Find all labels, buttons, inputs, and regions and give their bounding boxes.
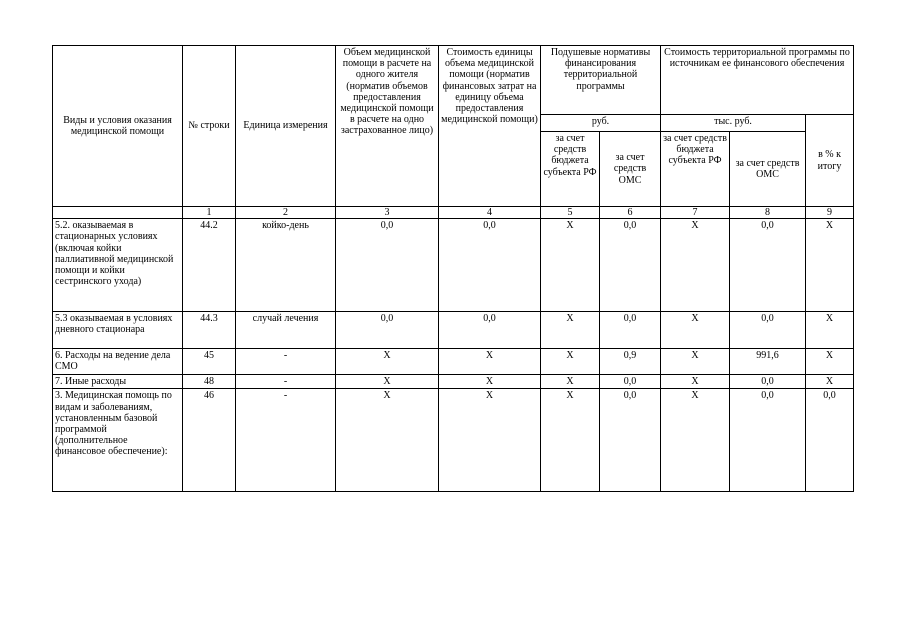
col-number: 6 <box>600 207 661 219</box>
header-budget-rub: за счет средств бюджета субъекта РФ <box>541 132 600 207</box>
header-percent: в % к итогу <box>806 115 854 207</box>
row-cell: случай лечения <box>236 312 336 349</box>
header-rub: руб. <box>541 115 661 132</box>
row-cell: 0,0 <box>806 389 854 492</box>
row-name: 3. Медицинская помощь по видам и заболеваниям, установленным базовой программой (дополнительное финансовое обеспечение): <box>53 389 183 492</box>
table-row <box>53 375 854 389</box>
row-cell: 991,6 <box>730 349 806 375</box>
row-cell: X <box>439 389 541 492</box>
row-cell: 44.3 <box>183 312 236 349</box>
header-thous-rub: тыс. руб. <box>661 115 806 132</box>
row-cell: 0,0 <box>439 219 541 312</box>
row-cell: X <box>439 349 541 375</box>
header-row-no: № строки <box>183 46 236 207</box>
row-cell: X <box>541 389 600 492</box>
row-cell: - <box>236 349 336 375</box>
row-cell: X <box>661 219 730 312</box>
row-cell: X <box>541 312 600 349</box>
row-cell: 0,0 <box>730 389 806 492</box>
row-cell: - <box>236 389 336 492</box>
header-oms-thous: за счет средств ОМС <box>730 132 806 207</box>
financing-table <box>52 45 854 492</box>
row-cell: 0,0 <box>600 389 661 492</box>
row-cell: X <box>806 375 854 389</box>
table-row <box>53 389 854 492</box>
row-cell: X <box>541 375 600 389</box>
header-row-1 <box>53 46 854 115</box>
row-cell: X <box>661 312 730 349</box>
row-cell: 0,0 <box>730 312 806 349</box>
row-cell: X <box>661 349 730 375</box>
row-cell: X <box>806 312 854 349</box>
row-cell: X <box>806 349 854 375</box>
header-unit: Единица измерения <box>236 46 336 207</box>
row-cell: 0,9 <box>600 349 661 375</box>
col-number: 5 <box>541 207 600 219</box>
row-cell: X <box>336 349 439 375</box>
column-numbers-row <box>53 207 854 219</box>
col-number: 2 <box>236 207 336 219</box>
header-per-capita: Подушевые нормативы финансирования территориальной программы <box>541 46 661 115</box>
row-cell: 0,0 <box>600 219 661 312</box>
row-cell: 46 <box>183 389 236 492</box>
col-number-empty <box>53 207 183 219</box>
row-cell: 0,0 <box>336 312 439 349</box>
row-cell: 48 <box>183 375 236 389</box>
col-number: 9 <box>806 207 854 219</box>
col-number: 4 <box>439 207 541 219</box>
row-cell: - <box>236 375 336 389</box>
row-name: 7. Иные расходы <box>53 375 183 389</box>
row-cell: 0,0 <box>336 219 439 312</box>
row-cell: X <box>661 389 730 492</box>
row-cell: X <box>661 375 730 389</box>
header-cost: Стоимость единицы объема медицинской помощи (норматив финансовых затрат на единицу объема предоставления медицинской помощи) <box>439 46 541 207</box>
row-cell: 0,0 <box>600 375 661 389</box>
row-cell: 0,0 <box>439 312 541 349</box>
row-cell: койко-день <box>236 219 336 312</box>
header-volume: Объем медицинской помощи в расчете на одного жителя (норматив объемов предоставления медицинской помощи в расчете на одно застрахованное лицо) <box>336 46 439 207</box>
header-program-cost: Стоимость территориальной программы по источникам ее финансового обеспечения <box>661 46 854 115</box>
table-row <box>53 349 854 375</box>
row-name: 5.3 оказываемая в условиях дневного стационара <box>53 312 183 349</box>
row-cell: X <box>336 389 439 492</box>
row-cell: 0,0 <box>730 219 806 312</box>
row-cell: 0,0 <box>600 312 661 349</box>
row-name: 5.2. оказываемая в стационарных условиях (включая койки паллиативной медицинской помощи и койки сестринского ухода) <box>53 219 183 312</box>
row-cell: X <box>439 375 541 389</box>
row-cell: 44.2 <box>183 219 236 312</box>
col-number: 1 <box>183 207 236 219</box>
row-name: 6. Расходы на ведение дела СМО <box>53 349 183 375</box>
row-cell: X <box>541 349 600 375</box>
row-cell: X <box>806 219 854 312</box>
table-row <box>53 219 854 312</box>
row-cell: 45 <box>183 349 236 375</box>
col-number: 7 <box>661 207 730 219</box>
row-cell: X <box>541 219 600 312</box>
table-row <box>53 312 854 349</box>
header-types: Виды и условия оказания медицинской помощи <box>53 46 183 207</box>
header-budget-thous: за счет средств бюджета субъекта РФ <box>661 132 730 207</box>
row-cell: 0,0 <box>730 375 806 389</box>
row-cell: X <box>336 375 439 389</box>
col-number: 8 <box>730 207 806 219</box>
header-oms-rub: за счет средств ОМС <box>600 132 661 207</box>
col-number: 3 <box>336 207 439 219</box>
